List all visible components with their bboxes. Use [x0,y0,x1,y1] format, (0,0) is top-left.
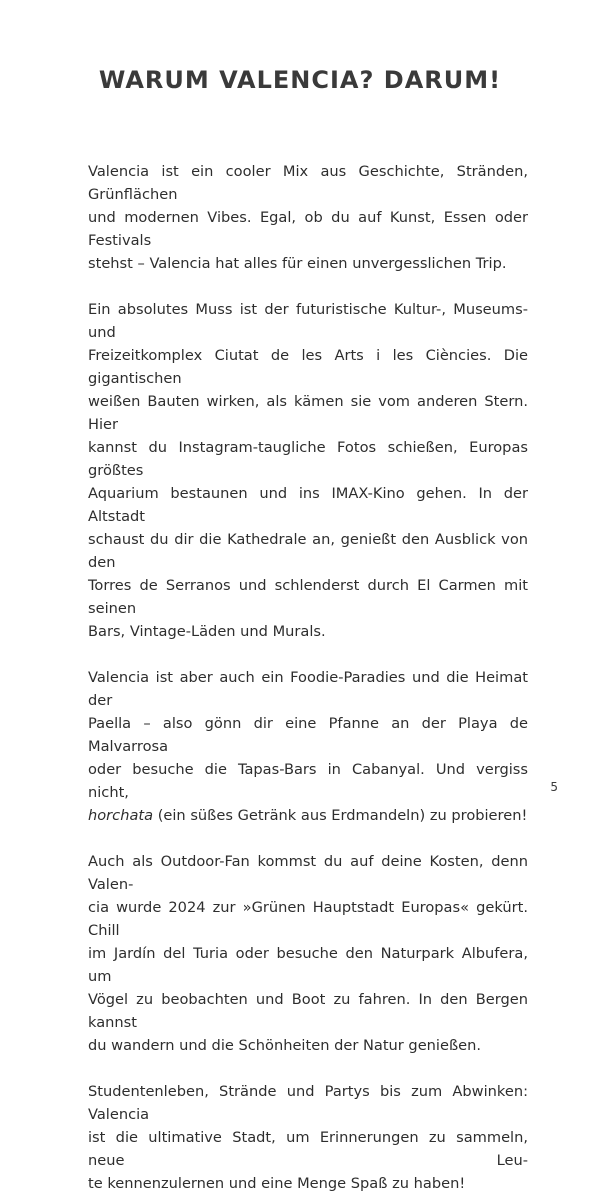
paragraph-intro [88,160,528,275]
text-line: Aquarium bestaunen und ins IMAX-Kino gehen. In der Altstadt [88,485,528,525]
text-line: Auch als Outdoor-Fan kommst du auf deine Kosten, denn Valen- [88,853,528,893]
text-line: ist die ultimative Stadt, um Erinnerungen zu sammeln, neue Leu- [88,1129,528,1169]
text-line: weißen Bauten wirken, als kämen sie vom anderen Stern. Hier [88,393,528,433]
text-line: Ein absolutes Muss ist der futuristische Kultur-, Museums- und [88,301,528,341]
text-line: im Jardín del Turia oder besuche den Naturpark Albufera, um [88,945,528,985]
page-title: WARUM VALENCIA? DARUM! [98,66,502,94]
text-line: cia wurde 2024 zur »Grünen Hauptstadt Europas« gekürt. Chill [88,899,528,939]
text-run: (ein süßes Getränk aus Erdmandeln) zu probieren! [153,807,528,824]
text-line: kannst du Instagram-taugliche Fotos schießen, Europas größtes [88,439,528,479]
text-line: Studentenleben, Strände und Partys bis zum Abwinken: Valencia [88,1083,528,1123]
paragraph-food [88,666,528,827]
text-line: und modernen Vibes. Egal, ob du auf Kunst, Essen oder Festivals [88,209,528,249]
text-line: Valencia ist aber auch ein Foodie-Paradies und die Heimat der [88,669,528,709]
paragraph-student-life [88,1080,528,1195]
text-line: Vögel zu beobachten und Boot zu fahren. In den Bergen kannst [88,991,528,1031]
text-line: Torres de Serranos und schlenderst durch El Carmen mit seinen [88,577,528,617]
page-number: 5 [550,780,558,794]
text-line: Valencia ist ein cooler Mix aus Geschichte, Stränden, Grünflächen [88,163,528,203]
paragraph-outdoor [88,850,528,1057]
text-line: Bars, Vintage-Läden und Murals. [88,623,326,640]
italic-term: horchata [88,807,154,824]
text-line: Freizeitkomplex Ciutat de les Arts i les Ciències. Die gigantischen [88,347,528,387]
text-line: oder besuche die Tapas-Bars in Cabanyal. Und vergiss nicht, [88,761,528,801]
text-line: schaust du dir die Kathedrale an, genießt den Ausblick von den [88,531,528,571]
text-line: stehst – Valencia hat alles für einen unvergesslichen Trip. [88,255,507,272]
text-line [88,804,528,827]
paragraph-sights [88,298,528,643]
text-line: du wandern und die Schönheiten der Natur genießen. [88,1037,482,1054]
text-line: te kennenzulernen und eine Menge Spaß zu haben! [88,1175,466,1192]
body-text [88,160,528,1195]
text-line: Paella – also gönn dir eine Pfanne an der Playa de Malvarrosa [88,715,528,755]
